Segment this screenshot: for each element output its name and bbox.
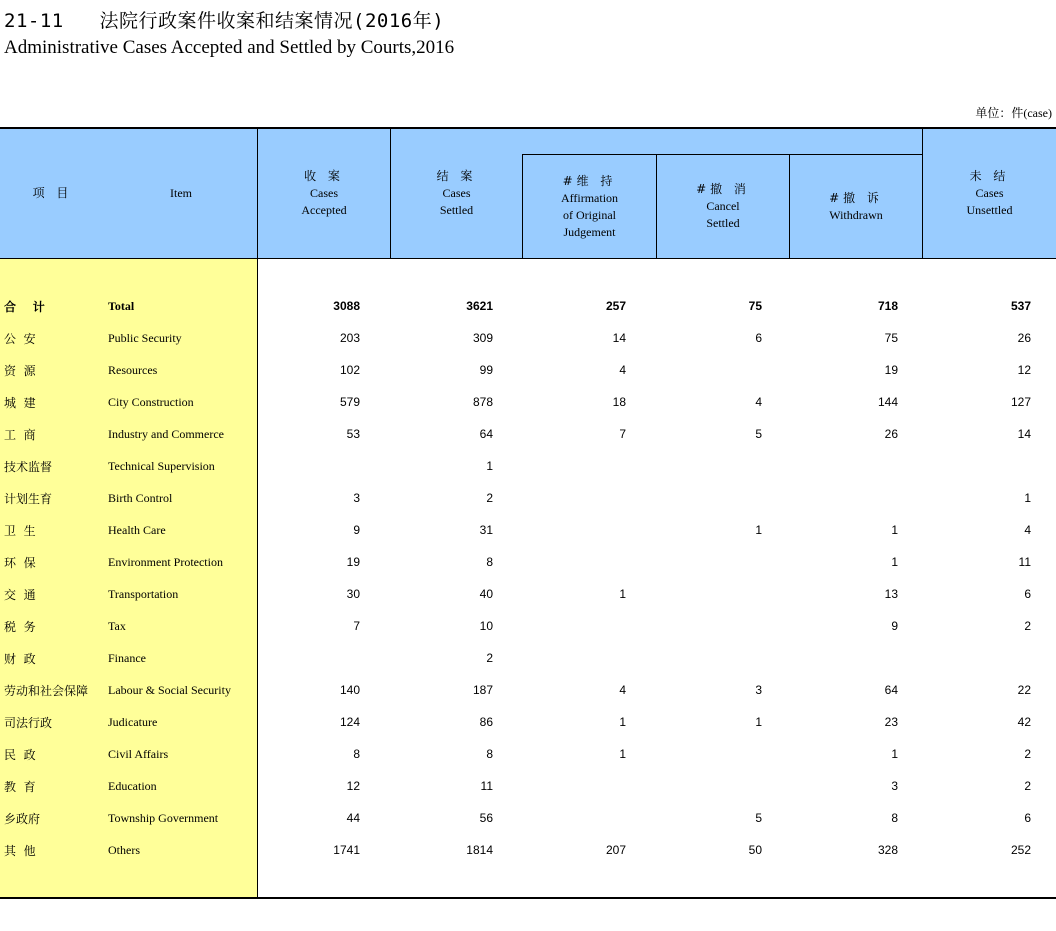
item-cn-cell: 交 通 [4,587,36,602]
cancel-cell: 4 [755,395,762,409]
item-cn-cell: 环 保 [4,555,36,570]
settled-cell: 2 [486,491,493,505]
withdrawn-cell: 75 [884,331,898,345]
table-row-total [0,290,1031,322]
settled-cell: 878 [472,395,493,409]
accepted-cell: 102 [339,363,360,377]
unsettled-cell: 6 [1024,587,1031,601]
withdrawn-cell [762,642,898,674]
item-cn-cell: 城 建 [4,395,36,410]
cancel-cell [626,770,762,802]
accepted-cell: 1741 [333,843,360,857]
header-settled-en2: Settled [439,202,474,217]
affirm-cell: 257 [605,299,626,313]
item-en-cell: Total [108,298,135,313]
affirm-cell [493,610,626,642]
accepted-cell: 203 [339,331,360,345]
accepted-cell: 30 [346,587,360,601]
item-en-cell: City Construction [108,394,194,409]
affirm-cell: 14 [612,331,626,345]
header-item-cn [0,128,105,258]
accepted-cell: 53 [346,427,360,441]
withdrawn-cell [762,482,898,514]
table-row [0,674,1031,706]
settled-cell: 8 [486,555,493,569]
table-row [0,834,1031,866]
table-row [0,418,1031,450]
accepted-cell: 124 [339,715,360,729]
settled-cell: 40 [479,587,493,601]
header-cases-settled [391,128,522,258]
item-en-cell: Others [108,842,140,857]
cancel-cell: 75 [748,299,762,313]
table-row [0,354,1031,386]
affirm-cell: 18 [612,395,626,409]
header-cancel-settled [657,155,789,258]
unit-label: 单位：件(case) [975,106,1052,120]
unsettled-cell: 14 [1017,427,1031,441]
settled-cell: 56 [479,811,493,825]
item-cn-cell: 合 计 [4,299,45,314]
withdrawn-cell: 1 [891,523,898,537]
withdrawn-cell: 23 [884,715,898,729]
cancel-cell [626,450,762,482]
header-affirm-en1: Affirmation [560,190,619,205]
affirm-cell [493,802,626,834]
table-row [0,578,1031,610]
accepted-cell: 7 [353,619,360,633]
item-cn-cell: 司法行政 [4,715,53,730]
header-unsettled-en1: Cases [975,185,1004,200]
accepted-cell [257,642,360,674]
unsettled-cell: 2 [1024,747,1031,761]
accepted-cell: 579 [339,395,360,409]
settled-cell: 3621 [466,299,493,313]
affirm-cell: 1 [619,715,626,729]
header-affirmation [523,155,656,258]
page-title-cn: 21-11 法院行政案件收案和结案情况(2016年) [4,10,445,32]
header-cancel-en2: Settled [706,216,740,230]
cancel-cell [626,642,762,674]
unsettled-cell: 252 [1010,843,1031,857]
table-row [0,514,1031,546]
item-en-cell: Public Security [108,330,182,345]
settled-cell: 10 [479,619,493,633]
accepted-cell: 3088 [333,299,360,313]
cancel-cell: 1 [755,523,762,537]
withdrawn-cell: 1 [891,555,898,569]
withdrawn-cell: 26 [884,427,898,441]
accepted-cell: 3 [353,491,360,505]
withdrawn-cell: 64 [884,683,898,697]
data-table [0,290,1031,866]
settled-cell: 31 [479,523,493,537]
item-en-cell: Birth Control [108,490,173,505]
table-row [0,482,1031,514]
affirm-cell [493,482,626,514]
header-accepted-cn: 收 案 [304,168,344,183]
table-row [0,770,1031,802]
withdrawn-cell: 8 [891,811,898,825]
cancel-cell: 1 [755,715,762,729]
item-cn-cell: 计划生育 [4,491,53,506]
table-row [0,322,1031,354]
table-row [0,386,1031,418]
settled-cell: 1 [486,459,493,473]
cancel-cell: 50 [748,843,762,857]
cancel-cell [626,354,762,386]
affirm-cell: 1 [619,747,626,761]
item-en-cell: Environment Protection [108,554,223,569]
header-unsettled-cn: 未 结 [969,168,1010,183]
cancel-cell [626,482,762,514]
item-cn-cell: 教 育 [4,779,36,794]
accepted-cell [257,450,360,482]
header-item-en [105,128,257,258]
cancel-cell: 5 [755,811,762,825]
cancel-cell [626,738,762,770]
withdrawn-cell: 328 [877,843,898,857]
header-withdrawn [790,155,922,258]
accepted-cell: 9 [353,523,360,537]
header-item-cn-text: 项 目 [32,185,73,200]
item-en-cell: Finance [108,650,146,665]
item-cn-cell: 其 他 [4,843,36,858]
item-en-cell: Education [108,778,157,793]
header-item-en-text: Item [170,185,192,200]
header-affirm-cn: #维 持 [562,173,617,188]
settled-cell: 187 [472,683,493,697]
unsettled-cell: 22 [1017,683,1031,697]
item-en-cell: Labour & Social Security [108,682,231,697]
header-withdrawn-cn: #撤 诉 [829,190,883,205]
header-affirm-en2: of Original [563,207,616,222]
header-accepted-en1: Cases [310,185,338,200]
item-cn-cell: 工 商 [4,427,36,442]
settled-cell: 99 [479,363,493,377]
item-en-cell: Tax [108,618,126,633]
table-row [0,450,1031,482]
page-title-en: Administrative Cases Accepted and Settled by Courts,2016 [4,37,455,58]
item-en-cell: Technical Supervision [108,458,215,473]
bottom-rule [0,897,1056,899]
table-row [0,706,1031,738]
withdrawn-cell: 19 [884,363,898,377]
header-accepted-en2: Accepted [301,202,347,217]
item-en-cell: Resources [108,362,158,377]
item-cn-cell: 民 政 [4,747,36,762]
unsettled-cell: 2 [1024,619,1031,633]
unsettled-cell: 6 [1024,811,1031,825]
cancel-cell: 3 [755,683,762,697]
header-cancel-en1: Cancel [706,199,740,213]
header-settled-en1: Cases [442,185,471,200]
affirm-cell: 207 [605,843,626,857]
affirm-cell [493,546,626,578]
unsettled-cell: 127 [1010,395,1031,409]
unsettled-cell: 26 [1017,331,1031,345]
header-settled-cn: 结 案 [436,168,477,183]
item-cn-cell: 资 源 [4,363,36,378]
unsettled-cell [898,450,1031,482]
header-withdrawn-en: Withdrawn [829,207,883,222]
settled-cell: 64 [479,427,493,441]
item-en-cell: Health Care [108,522,166,537]
affirm-cell: 1 [619,587,626,601]
withdrawn-cell: 144 [877,395,898,409]
settled-cell: 86 [479,715,493,729]
table-row [0,802,1031,834]
affirm-cell [493,770,626,802]
header-cancel-cn: #撤 消 [696,182,750,196]
item-en-cell: Industry and Commerce [108,426,224,441]
cancel-cell: 6 [755,331,762,345]
unsettled-cell: 537 [1010,299,1031,313]
accepted-cell: 140 [339,683,360,697]
affirm-cell: 4 [619,363,626,377]
affirm-cell [493,514,626,546]
unsettled-cell: 42 [1017,715,1031,729]
cancel-cell: 5 [755,427,762,441]
unsettled-cell [898,642,1031,674]
item-en-cell: Township Government [108,810,219,825]
accepted-cell: 19 [346,555,360,569]
table-row [0,738,1031,770]
accepted-cell: 44 [346,811,360,825]
unsettled-cell: 11 [1018,555,1031,569]
table-row [0,546,1031,578]
item-en-cell: Civil Affairs [108,746,169,761]
header-affirm-en3: Judgement [563,224,616,239]
item-cn-cell: 税 务 [4,619,36,634]
withdrawn-cell [762,450,898,482]
item-cn-cell: 技术监督 [4,459,53,474]
withdrawn-cell: 13 [884,587,898,601]
settled-cell: 8 [486,747,493,761]
affirm-cell [493,450,626,482]
cancel-cell [626,578,762,610]
item-cn-cell: 劳动和社会保障 [4,683,89,698]
accepted-cell: 12 [346,779,360,793]
withdrawn-cell: 3 [891,779,898,793]
unsettled-cell: 2 [1024,779,1031,793]
item-cn-cell: 公 安 [4,331,36,346]
withdrawn-cell: 9 [891,619,898,633]
item-cn-cell: 财 政 [4,651,36,666]
affirm-cell: 7 [619,427,626,441]
table-row [0,642,1031,674]
unsettled-cell: 12 [1017,363,1031,377]
unsettled-cell: 1 [1024,491,1031,505]
withdrawn-cell: 718 [877,299,898,313]
settled-cell: 2 [486,651,493,665]
unsettled-cell: 4 [1024,523,1031,537]
header-bottom-line [0,258,1056,259]
item-cn-cell: 卫 生 [4,523,36,538]
affirm-cell [493,642,626,674]
withdrawn-cell: 1 [891,747,898,761]
item-cn-cell: 乡政府 [4,811,41,826]
header-cases-accepted [258,128,390,258]
settled-cell: 11 [480,779,493,793]
table-row [0,610,1031,642]
header-cases-unsettled [923,128,1056,258]
header-unsettled-en2: Unsettled [966,202,1013,217]
item-en-cell: Transportation [108,586,179,601]
accepted-cell: 8 [353,747,360,761]
cancel-cell [626,546,762,578]
settled-cell: 1814 [466,843,493,857]
cancel-cell [626,610,762,642]
item-en-cell: Judicature [108,714,158,729]
settled-cell: 309 [472,331,493,345]
affirm-cell: 4 [619,683,626,697]
